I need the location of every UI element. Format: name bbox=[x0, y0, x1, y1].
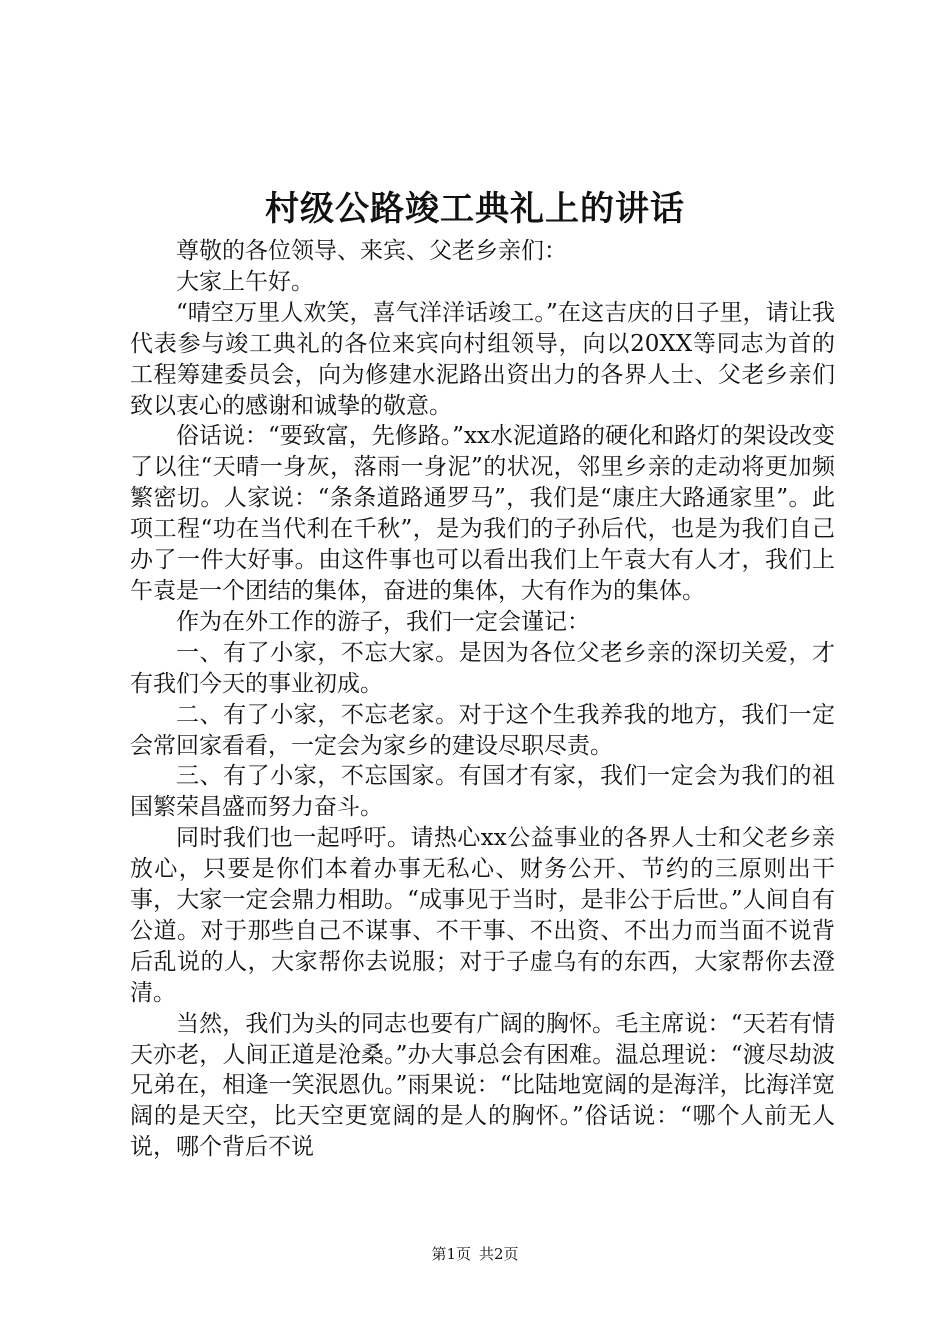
document-title: 村级公路竣工典礼上的讲话 bbox=[265, 189, 685, 229]
paragraph-salutation: 尊敬的各位领导、来宾、父老乡亲们： bbox=[176, 238, 567, 264]
paragraph-pledge-3: 三、有了小家，不忘国家。有国才有家，我们一定会为我们的祖国繁荣昌盛而努力奋斗。 bbox=[130, 763, 835, 821]
page-number-footer bbox=[0, 1244, 950, 1264]
paragraph-broad-mind: 当然，我们为头的同志也要有广阔的胸怀。毛主席说：“天若有情天亦老，人间正道是沧桑。”办大事总会有困难。温总理说：“渡尽劫波兄弟在，相逢一笑泯恩仇。”雨果说：“比陆地宽阔的是海洋，比海洋宽阔的是天空，比天空更宽阔的是人的胸怀。”俗话说：“哪个人前无人说，哪个背后不说 bbox=[130, 1010, 835, 1161]
page-current-label: 第1页 bbox=[431, 1245, 471, 1263]
paragraph-pledge-2: 二、有了小家，不忘老家。对于这个生我养我的地方，我们一定会常回家看看，一定会为家乡的建设尽职尽责。 bbox=[130, 701, 835, 759]
paragraph-pledge-1: 一、有了小家，不忘大家。是因为各位父老乡亲的深切关爱，才有我们今天的事业初成。 bbox=[130, 639, 835, 697]
paragraph-thanks: “晴空万里人欢笑，喜气洋洋话竣工。”在这吉庆的日子里，请让我代表参与竣工典礼的各位来宾向村组领导，向以20XX等同志为首的工程筹建委员会，向为修建水泥路出资出力的各界人士、父老乡亲们致以衷心的感谢和诚挚的敬意。 bbox=[130, 299, 835, 419]
paragraph-greeting: 大家上午好。 bbox=[176, 268, 314, 295]
paragraph-appeal: 同时我们也一起呼吁。请热心xx公益事业的各界人士和父老乡亲放心，只要是你们本着办事无私心、财务公开、节约的三原则出干事，大家一定会鼎力相助。“成事见于当时，是非公于后世。”人间自有公道。对于那些自己不谋事、不干事、不出资、不出力而当面不说背后乱说的人，大家帮你去说服；对于子虚乌有的东西，大家帮你去澄清。 bbox=[130, 825, 835, 1006]
document-body bbox=[130, 236, 835, 1163]
paragraph-pledge-intro: 作为在外工作的游子，我们一定会谨记： bbox=[176, 608, 590, 635]
paragraph-road-benefits: 俗话说：“要致富，先修路。”xx水泥道路的硬化和路灯的架设改变了以往“天晴一身灰，落雨一身泥”的状况，邻里乡亲的走动将更加频繁密切。人家说：“条条道路通罗马”，我们是“康庄大路通家里”。此项工程“功在当代利在千秋”，是为我们的子孙后代，也是为我们自己办了一件大好事。由这件事也可以看出我们上午袁大有人才，我们上午袁是一个团结的集体，奋进的集体，大有作为的集体。 bbox=[130, 423, 835, 604]
page-total-label: 共2页 bbox=[479, 1245, 519, 1263]
